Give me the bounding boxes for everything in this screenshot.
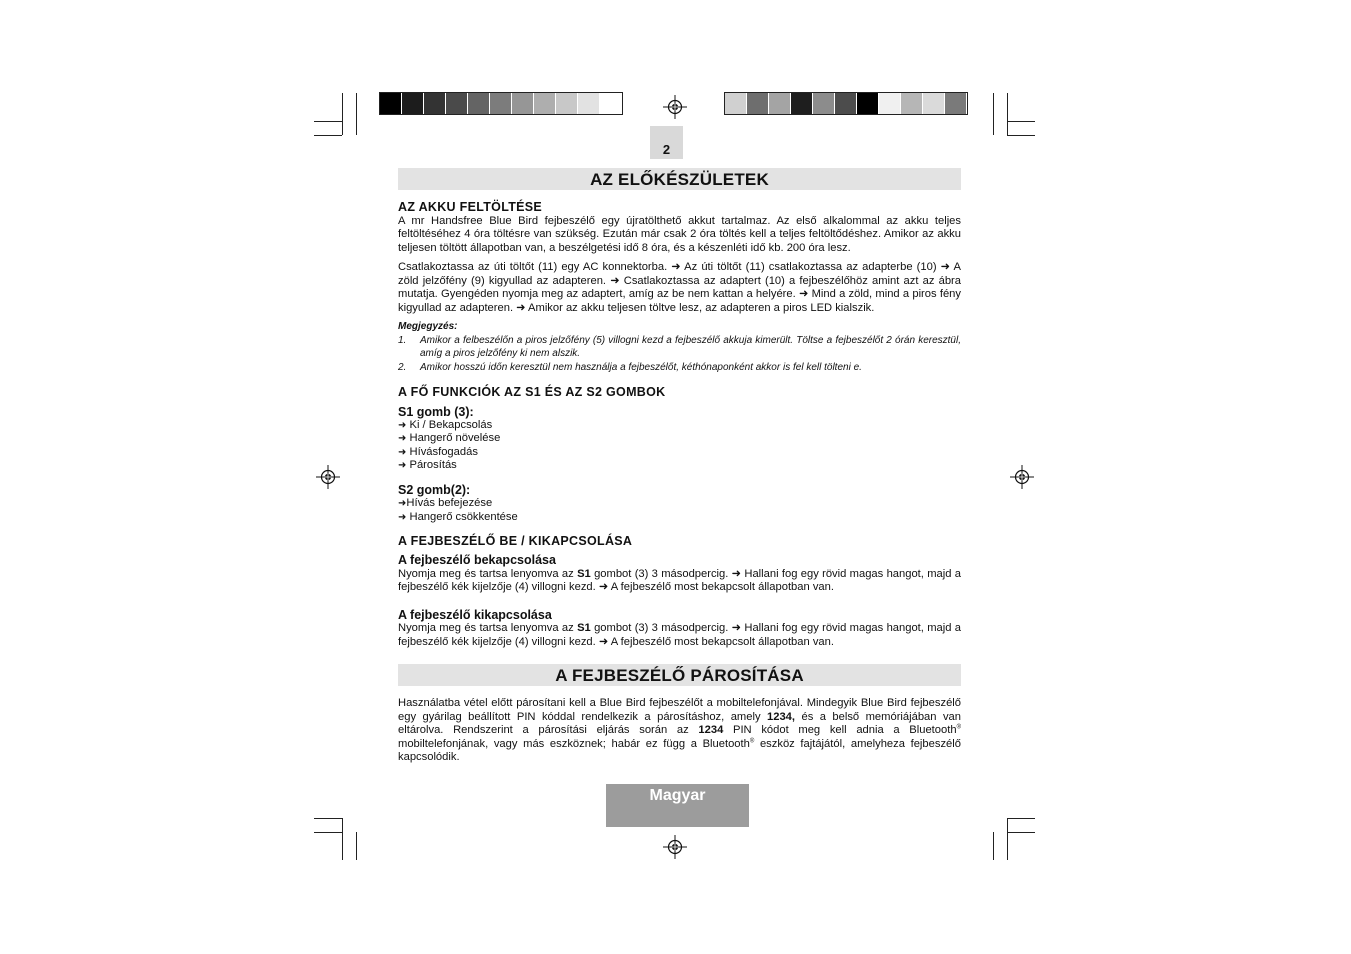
crop-mark [342,818,343,860]
color-swatch [468,93,490,114]
subsection-title-power: A FEJBESZÉLŐ BE / KIKAPCSOLÁSA [398,533,633,548]
color-swatch [769,93,791,114]
crop-mark [993,93,994,135]
list-item: ➜ Hangerő növelése [398,432,501,445]
crop-mark [356,93,357,135]
color-swatch [490,93,512,114]
note-text: Amikor hosszú időn keresztül nem használja a fejbeszélőt, kéthónaponként akkor is fel kell tölteni e. [420,361,862,373]
color-swatch [791,93,813,114]
list-item: ➜ Hangerő csökkentése [398,510,518,523]
list-item: ➜ Hívásfogadás [398,445,478,458]
color-swatch [424,93,446,114]
color-swatch [402,93,424,114]
subsection-title-charging: AZ AKKU FELTÖLTÉSE [398,200,543,214]
note-item [398,334,961,361]
note-title: Megjegyzés: [398,321,458,332]
crop-mark [342,93,343,135]
note-item [398,361,961,375]
color-swatch [747,93,769,114]
registration-mark-icon [316,465,340,489]
note-number: 1. [398,334,407,346]
pairing-paragraph: Használatba vétel előtt párosítani kell a Blue Bird fejbeszélőt a mobiltelefonjával. Mindegyik Blue Bird fejbeszélő egy gyárilag beállított PIN kóddal rendelkezik a párosításhoz, amely 1234, és a belső memóriájában van eltárolva. Rendszerint a párosítási eljárás során az 1234 PIN kódot meg kell adnia a Bluetooth® mobiltelefonjának, vagy más eszköznek; habár ez függ a Bluetooth® eszköz fajtájától, amelyheza fejbeszélő kapcsolódik. [398,697,961,764]
charging-paragraph-1: A mr Handsfree Blue Bird fejbeszélő egy újratölthető akkut tartalmaz. Az első alkalommal az akku teljes feltöltéséhez 4 óra töltésre van szükség. Ezután már csak 2 óra töltés kell a teljes feltöltődéshez. Amikor az akku teljesen töltött állapotban van, a beszélgetési idő 8 óra, és a készenléti idő kb. 200 óra lesz. [398,214,961,254]
arrow-icon: ➜ [398,420,407,431]
crop-mark [314,832,342,833]
color-swatch [813,93,835,114]
arrow-icon: ➜ [398,460,407,472]
power-on-title: A fejbeszélő bekapcsolása [398,553,556,568]
crop-mark [1007,832,1035,833]
arrow-icon: ➜ [398,511,407,523]
note-text: Amikor a felbeszélőn a piros jelzőfény (5) villogni kezd a fejbeszélő akkuja kimerült. Töltse a fejbeszélőt 2 órán keresztül, amíg a piros jelzőfény ki nem alszik. [420,334,961,359]
color-swatch [725,93,747,114]
color-swatch [578,93,600,114]
color-swatch [380,93,402,114]
crop-mark [1007,93,1008,135]
arrow-icon: ➜ [398,433,407,445]
charging-paragraph-2: Csatlakoztassa az úti töltőt (11) egy AC konnektorba. ➜ Az úti töltőt (11) csatlakoztassa az adapterbe (10) ➜ A zöld jelzőfény (9) kigyullad az adapteren. ➜ Csatlakoztassa az adaptert (10) a fejbeszélőhöz amint azt az ábra mutatja. Gyengéden nyomja meg az adaptert, amíg az be nem kattan a helyére. ➜ Mind a zöld, mind a piros fény kigyullad az adapteren. ➜ Amikor az akku teljesen töltve lesz, az adapteren a piros LED kialszik. [398,261,961,314]
color-swatch [901,93,923,114]
page-content [398,168,961,765]
note-number: 2. [398,361,407,373]
page-number: 2 [650,126,683,159]
crop-mark [993,832,994,860]
registration-mark-icon [663,835,687,859]
crop-mark [1007,135,1035,136]
color-calibration-bar-right [724,92,968,115]
power-off-title: A fejbeszélő kikapcsolása [398,607,552,622]
list-item: ➜Hívás befejezése [398,497,493,510]
color-swatch [446,93,468,114]
power-off-text: Nyomja meg és tartsa lenyomva az S1 gombot (3) 3 másodpercig. ➜ Hallani fog egy rövid magas hangot, majd a fejbeszélő kék kijelzője (4) villogni kezd. ➜ A fejbeszélő most bekapcsolt állapotban van. [398,622,961,648]
registration-mark-icon [663,95,687,119]
s2-button-title: S2 gomb(2): [398,482,471,497]
color-swatch [600,93,622,114]
arrow-icon: ➜ [398,446,407,458]
s1-functions-list [398,419,961,473]
registration-mark-icon [1010,465,1034,489]
crop-mark [314,121,342,122]
crop-mark [1007,818,1035,819]
color-swatch [835,93,857,114]
section-title-preparations: AZ ELŐKÉSZÜLETEK [398,168,961,190]
crop-mark [314,135,342,136]
color-swatch [945,93,967,114]
language-label: Magyar [606,784,749,827]
crop-mark [314,818,342,819]
color-swatch [556,93,578,114]
crop-mark [1007,121,1035,122]
subsection-title-main-functions: A FŐ FUNKCIÓK AZ S1 ÉS AZ S2 GOMBOK [398,385,666,399]
power-on-text: Nyomja meg és tartsa lenyomva az S1 gombot (3) 3 másodpercig. ➜ Hallani fog egy rövid magas hangot, majd a fejbeszélő kék kijelzője (4) villogni kezd. ➜ A fejbeszélő most bekapcsolt állapotban van. [398,567,961,594]
crop-mark [356,832,357,860]
crop-mark [1007,818,1008,860]
list-item: ➜ Párosítás [398,459,457,472]
color-swatch [857,93,879,114]
color-swatch [534,93,556,114]
color-swatch [879,93,901,114]
color-swatch [512,93,534,114]
list-item: ➜ Ki / Bekapcsolás [398,419,493,431]
s2-functions-list [398,497,961,524]
color-swatch [923,93,945,114]
arrow-icon: ➜ [398,498,407,510]
color-calibration-bar-left [379,92,623,115]
section-title-pairing: A FEJBESZÉLŐ PÁROSÍTÁSA [398,664,961,686]
s1-button-title: S1 gomb (3): [398,404,474,419]
